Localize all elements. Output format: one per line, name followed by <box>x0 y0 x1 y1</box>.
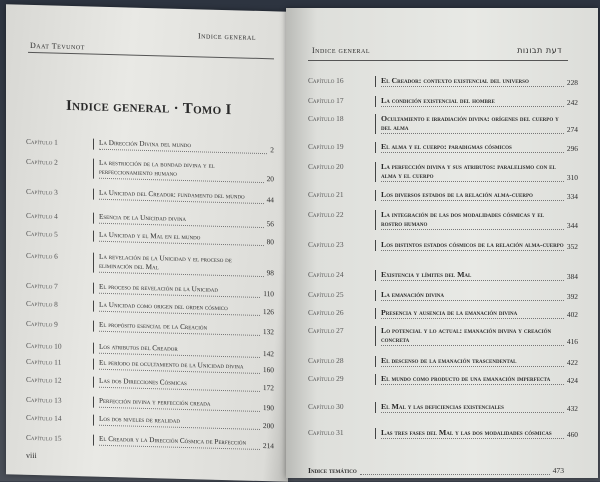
chapter-label: Capítulo 9 <box>26 318 58 329</box>
chapter-label: Capítulo 19 <box>308 142 344 151</box>
page-number: 296 <box>566 144 578 153</box>
divider <box>375 210 376 230</box>
page-number: 110 <box>263 289 274 299</box>
page-number: 98 <box>266 268 274 278</box>
toc-entry <box>26 375 274 392</box>
toc-entry <box>308 374 578 385</box>
chapter-label: Capítulo 24 <box>308 270 344 279</box>
chapter-title: El Mal y las deficiencias existenciales <box>381 402 564 413</box>
page-number: 384 <box>566 272 578 281</box>
toc-entry <box>26 251 274 277</box>
chapter-title: El proceso de revelación de la Unicidad <box>99 283 260 298</box>
page-number: 44 <box>266 195 274 205</box>
divider <box>375 114 376 134</box>
index-page: 473 <box>552 466 564 475</box>
running-head-hebrew: דעת תבונות <box>517 46 562 55</box>
divider <box>375 290 376 301</box>
toc-entry <box>26 137 274 154</box>
chapter-title: La Unicidad como origen del orden cósmico <box>99 301 260 316</box>
chapter-title: La Unicidad del Creador: fundamento del mundo <box>99 189 264 204</box>
page-number: 274 <box>566 125 578 134</box>
chapter-label: Capítulo 30 <box>308 402 344 411</box>
divider <box>375 240 376 251</box>
chapter-title: Las dos Direcciones Cósmicas <box>99 377 260 392</box>
chapter-title: Los atributos del Creador <box>99 343 260 358</box>
chapter-title: El período de ocultamiento de la Unicidad divina <box>99 359 260 374</box>
divider <box>375 162 376 182</box>
chapter-title: El alma y el cuerpo: paradigmas cósmicos <box>381 142 564 153</box>
toc-entry <box>26 229 274 246</box>
chapter-label: Capítulo 20 <box>308 162 344 171</box>
chapter-title: El mundo como producto de una emanación imperfecta <box>381 374 564 385</box>
divider <box>375 270 376 281</box>
page-number: 344 <box>566 221 578 230</box>
chapter-label: Capítulo 13 <box>26 394 62 405</box>
chapter-label: Capítulo 6 <box>26 250 58 261</box>
chapter-title: La condición existencial del hombre <box>381 96 564 107</box>
chapter-title: Los dos niveles de realidad <box>99 415 260 430</box>
running-head-left: Daat Tevunot <box>30 40 85 52</box>
chapter-label: Capítulo 18 <box>308 114 344 123</box>
chapter-label: Capítulo 3 <box>26 186 58 197</box>
header-rule <box>28 52 274 59</box>
chapter-label: Capítulo 15 <box>26 432 62 443</box>
chapter-label: Capítulo 1 <box>26 136 58 147</box>
toc-entry <box>26 341 274 358</box>
toc-entry <box>308 402 578 413</box>
toc-entry <box>308 114 578 134</box>
toc-entry <box>26 299 274 316</box>
page-title: Indice general · Tomo I <box>66 97 232 119</box>
toc-entry <box>26 413 274 430</box>
toc-entry <box>26 433 274 450</box>
divider <box>93 321 94 332</box>
toc-entry <box>26 211 274 228</box>
chapter-title: La revelación de la Unicidad y el proceso de eliminación del Mal <box>99 253 264 277</box>
chapter-title: La integración de las dos modalidades cósmicas y el rostro humano <box>381 210 564 230</box>
divider <box>375 428 376 439</box>
toc-entry <box>26 357 274 374</box>
toc-entry <box>26 319 274 336</box>
right-page <box>286 8 598 478</box>
chapter-label: Capítulo 25 <box>308 290 344 299</box>
toc-entry <box>308 210 578 230</box>
chapter-label: Capítulo 17 <box>308 96 344 105</box>
divider <box>375 308 376 319</box>
chapter-title: Los distintos estados cósmicos de la relación alma-cuerpo <box>381 240 564 249</box>
chapter-title: La Unicidad y el Mal en el mundo <box>99 231 264 246</box>
toc-entry <box>26 281 274 298</box>
toc-entry <box>26 157 274 183</box>
divider <box>93 213 94 224</box>
left-page <box>6 4 288 481</box>
toc-entry <box>308 142 578 153</box>
page-number: 310 <box>566 173 578 182</box>
chapter-title: La perfección divina y sus atributos: paralelismo con el alma y el cuerpo <box>381 162 564 182</box>
page-number: 402 <box>566 310 578 319</box>
divider <box>375 374 376 385</box>
chapter-label: Capítulo 16 <box>308 76 344 85</box>
toc-entry <box>26 395 274 412</box>
chapter-label: Capítulo 2 <box>26 156 58 167</box>
divider <box>93 415 94 426</box>
divider <box>375 326 376 346</box>
chapter-label: Capítulo 4 <box>26 210 58 221</box>
chapter-title: La restricción de la bondad divina y el perfeccionamiento humano <box>99 159 264 183</box>
chapter-title: La emanación divina <box>381 290 564 301</box>
page-number: 160 <box>262 365 274 375</box>
toc-entry <box>308 308 578 319</box>
index-entry <box>308 466 564 475</box>
toc-entry <box>308 270 578 281</box>
chapter-label: Capítulo 26 <box>308 308 344 317</box>
page-number: viii <box>26 450 37 461</box>
chapter-label: Capítulo 7 <box>26 280 58 291</box>
chapter-title: Esencia de la Unicidad divina <box>99 213 264 228</box>
toc-entry <box>308 290 578 301</box>
chapter-label: Capítulo 29 <box>308 374 344 383</box>
running-head-left: Indice general <box>312 46 370 55</box>
divider <box>93 301 94 312</box>
running-head-right: Indice general <box>198 31 256 42</box>
chapter-label: Capítulo 14 <box>26 412 62 423</box>
divider <box>93 159 94 179</box>
chapter-label: Capítulo 10 <box>26 340 62 351</box>
chapter-label: Capítulo 5 <box>26 228 58 239</box>
page-number: 334 <box>566 192 578 201</box>
chapter-label: Capítulo 27 <box>308 326 344 335</box>
divider <box>93 189 94 200</box>
divider <box>375 96 376 107</box>
divider <box>375 402 376 413</box>
chapter-title: Perfección divina y perfección creada <box>99 397 260 412</box>
page-number: 56 <box>266 219 274 229</box>
divider <box>93 283 94 294</box>
chapter-label: Capítulo 8 <box>26 298 58 309</box>
page-number: 214 <box>262 441 274 451</box>
divider <box>375 142 376 153</box>
page-number: 416 <box>566 337 578 346</box>
chapter-title: La Dirección Divina del mundo <box>99 139 267 154</box>
toc-entry <box>308 162 578 182</box>
toc-entry <box>308 356 578 367</box>
page-number: 422 <box>566 358 578 367</box>
chapter-title: Presencia y ausencia de la emanación divina <box>381 308 564 319</box>
page-number: 172 <box>262 383 274 393</box>
chapter-title: Los diversos estados de la relación alma-cuerpo <box>381 190 564 201</box>
page-number: 228 <box>566 78 578 87</box>
page-number: 2 <box>270 145 274 155</box>
chapter-title: Existencia y límites del Mal <box>381 270 564 281</box>
divider <box>93 435 94 446</box>
chapter-label: Capítulo 12 <box>26 374 62 385</box>
divider <box>93 343 94 354</box>
chapter-title: Las tres fases del Mal y las dos modalidades cósmicas <box>381 428 564 439</box>
divider <box>375 190 376 201</box>
chapter-title: El propósito esencial de la Creación <box>99 321 260 336</box>
toc-entry <box>308 190 578 201</box>
page-number: 190 <box>262 403 274 413</box>
chapter-label: Capítulo 21 <box>308 190 344 199</box>
chapter-label: Capítulo 22 <box>308 210 344 219</box>
divider <box>93 139 94 150</box>
page-number: 20 <box>266 174 274 184</box>
page-number: 200 <box>262 421 274 431</box>
chapter-label: Capítulo 23 <box>308 240 344 249</box>
chapter-label: Capítulo 28 <box>308 356 344 365</box>
page-number: 242 <box>566 98 578 107</box>
chapter-title: El Creador y la Dirección Cósmica de Perfección <box>99 435 260 450</box>
divider <box>93 231 94 242</box>
toc-entry <box>308 96 578 107</box>
chapter-title: El Creador: contexto existencial del universo <box>381 76 564 87</box>
leader-dots <box>360 466 550 475</box>
page-number: 432 <box>566 404 578 413</box>
toc-entry <box>308 240 578 251</box>
page-number: 142 <box>262 349 274 359</box>
divider <box>93 253 94 273</box>
page-number: 460 <box>566 430 578 439</box>
header-rule <box>308 60 568 61</box>
page-number: 132 <box>262 327 274 337</box>
chapter-title: El descenso de la emanación trascendental <box>381 356 564 367</box>
page-number: 424 <box>566 376 578 385</box>
page-number: 352 <box>566 242 578 251</box>
toc-entry <box>308 428 578 439</box>
chapter-label: Capítulo 31 <box>308 428 344 437</box>
page-number: 80 <box>266 237 274 247</box>
toc-entry <box>308 76 578 87</box>
divider <box>93 377 94 388</box>
index-label: Indice temático <box>308 466 357 475</box>
divider <box>93 397 94 408</box>
page-number: 126 <box>262 307 274 317</box>
page-number: 392 <box>566 292 578 301</box>
toc-entry <box>308 326 578 346</box>
chapter-title: Ocultamiento e irradiación divina: orígenes del cuerpo y del alma <box>381 114 564 134</box>
toc-entry <box>26 187 274 204</box>
chapter-title: Lo potencial y lo actual: emanación divina y creación concreta <box>381 326 564 346</box>
divider <box>375 76 376 87</box>
chapter-label: Capítulo 11 <box>26 356 62 367</box>
divider <box>93 359 94 370</box>
divider <box>375 356 376 367</box>
